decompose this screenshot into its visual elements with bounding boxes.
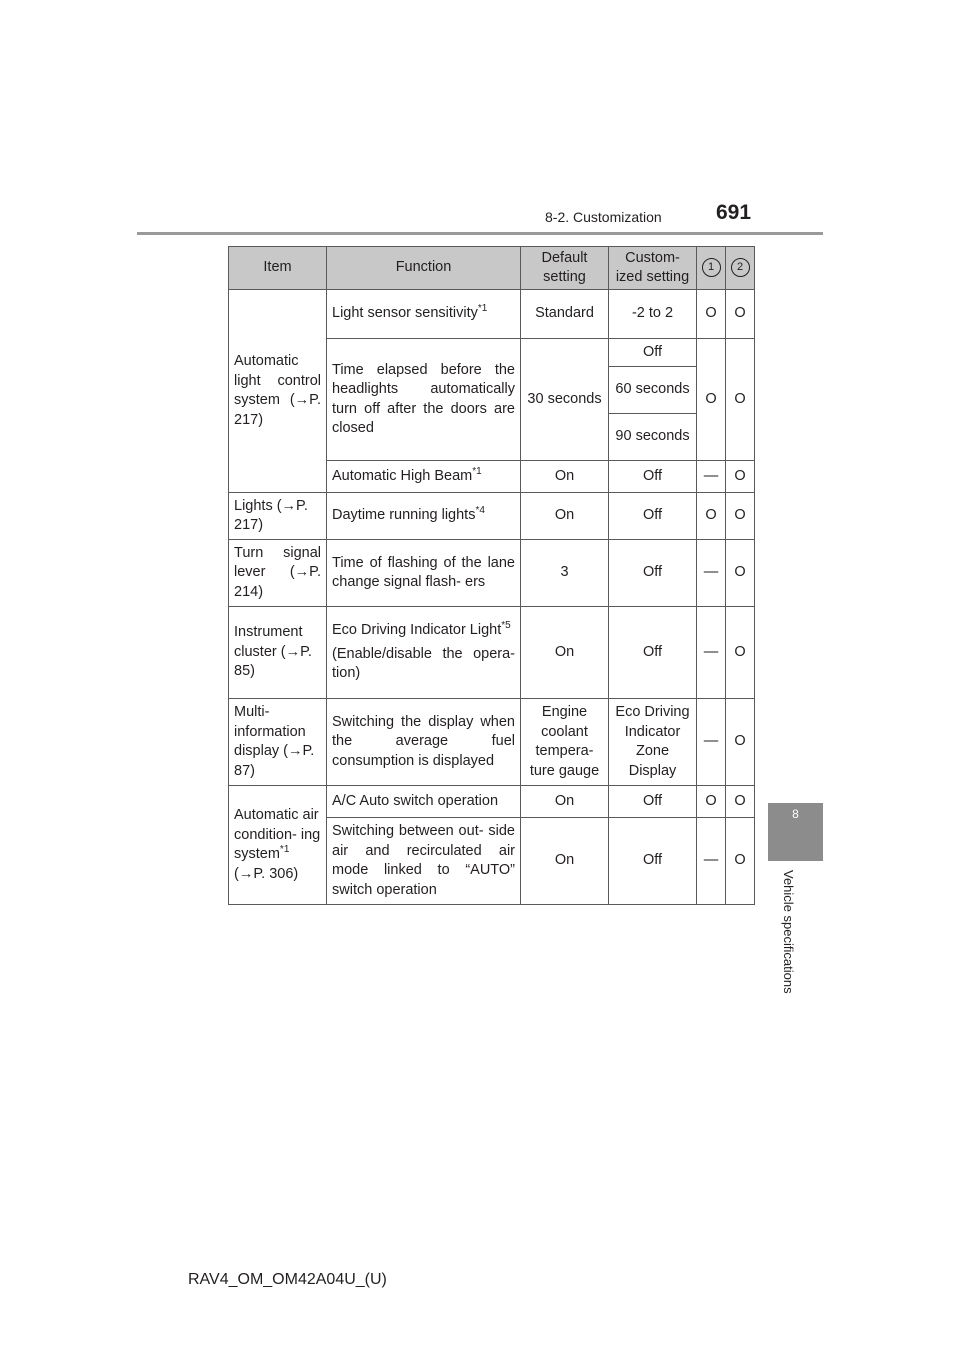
header-item: Item <box>229 247 327 290</box>
circled-2-icon: 2 <box>731 258 750 277</box>
col2-mark: O <box>726 493 755 540</box>
header-col1 <box>697 247 726 290</box>
table-row <box>229 290 755 339</box>
default-value: On <box>521 493 609 540</box>
header-function: Function <box>327 247 521 290</box>
footnote-mark: *1 <box>472 465 482 477</box>
function-eco-indicator <box>327 607 521 699</box>
header-col2 <box>726 247 755 290</box>
item-auto-light: Automatic light control system (→P. 217) <box>229 290 327 493</box>
function-eco-indicator-sub: (Enable/disable the opera- tion) <box>332 645 515 682</box>
function-daytime-running-lights <box>327 493 521 540</box>
col2-mark: O <box>726 290 755 339</box>
custom-value: Off <box>609 339 697 367</box>
col2-mark: O <box>726 818 755 905</box>
col1-mark: — <box>697 699 726 786</box>
custom-value: Eco Driving Indicator Zone Display <box>609 699 697 786</box>
item-lights: Lights (→P. 217) <box>229 493 327 540</box>
col1-mark: O <box>697 339 726 461</box>
header-default-setting: Default setting <box>521 247 609 290</box>
col2-mark: O <box>726 607 755 699</box>
function-auto-high-beam <box>327 461 521 493</box>
table-row <box>229 607 755 699</box>
default-value: Engine coolant tempera- ture gauge <box>521 699 609 786</box>
chapter-tab[interactable] <box>768 803 823 861</box>
custom-value: Off <box>609 786 697 818</box>
default-value: Standard <box>521 290 609 339</box>
footnote-mark: *4 <box>475 505 485 517</box>
custom-value: Off <box>609 461 697 493</box>
table-row <box>229 786 755 818</box>
default-value: On <box>521 786 609 818</box>
custom-value: Off <box>609 818 697 905</box>
header-divider <box>137 232 823 235</box>
function-eco-indicator-line <box>332 621 515 641</box>
col2-mark: O <box>726 699 755 786</box>
col1-mark: O <box>697 493 726 540</box>
col2-mark: O <box>726 461 755 493</box>
custom-value: -2 to 2 <box>609 290 697 339</box>
function-air-mode-switch: Switching between out- side air and recirculated air mode linked to “AUTO” switch operation <box>327 818 521 905</box>
customization-table <box>228 246 755 905</box>
item-instrument-cluster: Instrument cluster (→P. 85) <box>229 607 327 699</box>
default-value: On <box>521 818 609 905</box>
item-air-conditioning-ref: (→P. 306) <box>234 865 299 882</box>
footnote-mark: *1 <box>477 303 488 315</box>
col1-mark: — <box>697 818 726 905</box>
table-row <box>229 540 755 607</box>
col1-mark: O <box>697 786 726 818</box>
header-customized-setting: Custom- ized setting <box>609 247 697 290</box>
function-eco-indicator-text: Eco Driving Indicator Light <box>332 622 502 639</box>
function-display-switch: Switching the display when the average fuel consumption is displayed <box>327 699 521 786</box>
function-light-sensor-text: Light sensor sensitivity <box>332 305 478 322</box>
custom-value: 90 seconds <box>609 414 697 461</box>
col1-mark: — <box>697 540 726 607</box>
circled-1-icon: 1 <box>702 258 721 277</box>
default-value: 3 <box>521 540 609 607</box>
function-time-elapsed: Time elapsed before the headlights automatically turn off after the doors are closed <box>327 339 521 461</box>
default-value: On <box>521 461 609 493</box>
table-row <box>229 699 755 786</box>
function-auto-high-beam-text: Automatic High Beam <box>332 467 473 484</box>
col1-mark: O <box>697 290 726 339</box>
function-ac-auto: A/C Auto switch operation <box>327 786 521 818</box>
col2-mark: O <box>726 786 755 818</box>
table-header-row <box>229 247 755 290</box>
item-air-conditioning-text: Automatic air condition- ing system <box>234 807 321 862</box>
section-title: 8-2. Customization <box>545 209 662 225</box>
custom-value: Off <box>609 540 697 607</box>
item-turn-signal: Turn signal lever (→P. 214) <box>229 540 327 607</box>
item-air-conditioning <box>229 786 327 905</box>
chapter-tab-label: Vehicle specifications <box>781 870 796 994</box>
item-multi-info-display: Multi- information display (→P. 87) <box>229 699 327 786</box>
chapter-tab-number: 8 <box>792 807 799 821</box>
footnote-mark: *1 <box>279 844 290 856</box>
col1-mark: — <box>697 461 726 493</box>
default-value: On <box>521 607 609 699</box>
custom-value: 60 seconds <box>609 367 697 414</box>
table-row <box>229 493 755 540</box>
page-number: 691 <box>716 201 752 224</box>
default-value: 30 seconds <box>521 339 609 461</box>
custom-value: Off <box>609 493 697 540</box>
custom-value: Off <box>609 607 697 699</box>
col2-mark: O <box>726 339 755 461</box>
document-code: RAV4_OM_OM42A04U_(U) <box>188 1271 387 1288</box>
function-lane-change-flash: Time of flashing of the lane change signal flash- ers <box>327 540 521 607</box>
footnote-mark: *5 <box>501 620 511 632</box>
col1-mark: — <box>697 607 726 699</box>
function-light-sensor <box>327 290 521 339</box>
col2-mark: O <box>726 540 755 607</box>
function-daytime-running-lights-text: Daytime running lights <box>332 507 476 524</box>
